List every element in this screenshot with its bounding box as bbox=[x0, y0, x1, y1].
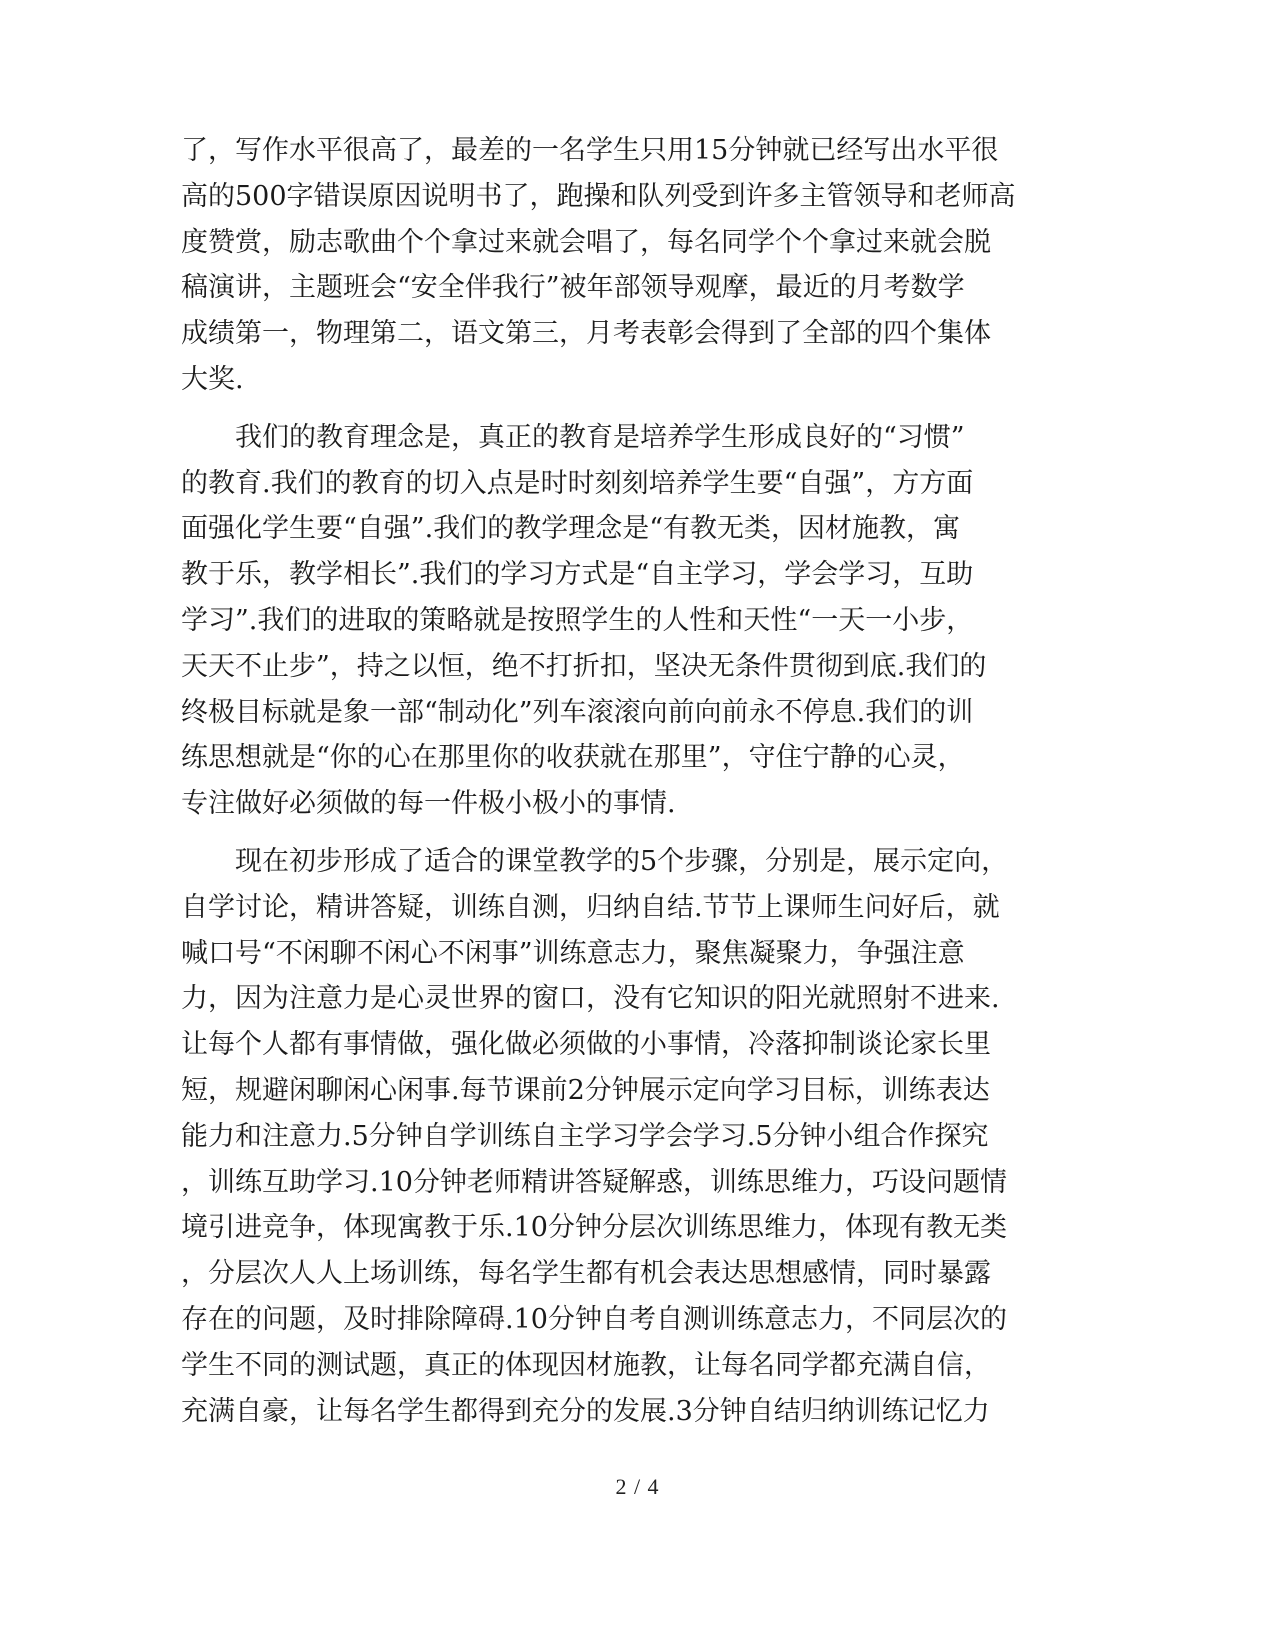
text-line: 存在的问题，及时排除障碍.10分钟自考自测训练意志力，不同层次的 bbox=[181, 1303, 1007, 1335]
text-line: 度赞赏，励志歌曲个个拿过来就会唱了，每名同学个个拿过来就会脱 bbox=[181, 226, 991, 258]
text-line: 了，写作水平很高了，最差的一名学生只用15分钟就已经写出水平很 bbox=[181, 135, 999, 166]
paragraph-1 bbox=[181, 128, 1021, 403]
paragraph-gap bbox=[181, 403, 1021, 415]
text-line: 我们的教育理念是，真正的教育是培养学生形成良好的“习惯” bbox=[181, 421, 965, 453]
text-line: 大奖. bbox=[181, 363, 244, 395]
text-line: 高的500字错误原因说明书了，跑操和队列受到许多主管领导和老师高 bbox=[181, 180, 1016, 212]
text-line: 让每个人都有事情做，强化做必须做的小事情，冷落抑制谈论家长里 bbox=[181, 1029, 991, 1061]
document-body bbox=[181, 128, 1021, 1434]
text-line: 喊口号“不闲聊不闲心不闲事”训练意志力，聚焦凝聚力，争强注意 bbox=[181, 937, 965, 969]
text-line: 短，规避闲聊闲心闲事.每节课前2分钟展示定向学习目标，训练表达 bbox=[181, 1074, 990, 1106]
text-line: 天天不止步”，持之以恒，绝不打折扣，坚决无条件贯彻到底.我们的 bbox=[181, 650, 987, 682]
text-line: 能力和注意力.5分钟自学训练自主学习学会学习.5分钟小组合作探究 bbox=[181, 1120, 989, 1152]
text-line: 境引进竞争，体现寓教于乐.10分钟分层次训练思维力，体现有教无类 bbox=[181, 1212, 1007, 1244]
text-line: 学习”.我们的进取的策略就是按照学生的人性和天性“一天一小步， bbox=[181, 604, 974, 636]
text-line: 现在初步形成了适合的课堂教学的5个步骤，分别是，展示定向， bbox=[181, 845, 1009, 877]
text-line: ，分层次人人上场训练，每名学生都有机会表达思想感情，同时暴露 bbox=[181, 1258, 991, 1290]
paragraph-2 bbox=[181, 415, 1021, 827]
text-line: 成绩第一，物理第二，语文第三，月考表彰会得到了全部的四个集体 bbox=[181, 318, 991, 350]
text-line: 面强化学生要“自强”.我们的教学理念是“有教无类，因材施教，寓 bbox=[181, 513, 960, 545]
text-line: 练思想就是“你的心在那里你的收获就在那里”，守住宁静的心灵， bbox=[181, 742, 965, 774]
text-line: 学生不同的测试题，真正的体现因材施教，让每名同学都充满自信， bbox=[181, 1349, 991, 1381]
text-line: 自学讨论，精讲答疑，训练自测，归纳自结.节节上课师生问好后，就 bbox=[181, 891, 1000, 923]
text-line: ，训练互助学习.10分钟老师精讲答疑解惑，训练思维力，巧设问题情 bbox=[181, 1166, 1007, 1198]
paragraph-3 bbox=[181, 839, 1021, 1434]
text-line: 终极目标就是象一部“制动化”列车滚滚向前向前永不停息.我们的训 bbox=[181, 696, 974, 728]
paragraph-gap bbox=[181, 827, 1021, 839]
text-line: 力，因为注意力是心灵世界的窗口，没有它知识的阳光就照射不进来. bbox=[181, 983, 1000, 1015]
text-line: 专注做好必须做的每一件极小极小的事情. bbox=[181, 788, 676, 820]
text-line: 充满自豪，让每名学生都得到充分的发展.3分钟自结归纳训练记忆力 bbox=[181, 1395, 990, 1427]
text-line: 的教育.我们的教育的切入点是时时刻刻培养学生要“自强”，方方面 bbox=[181, 467, 974, 499]
page-number: 2 / 4 bbox=[615, 1474, 660, 1499]
text-line: 稿演讲，主题班会“安全伴我行”被年部领导观摩，最近的月考数学 bbox=[181, 272, 965, 304]
text-line: 教于乐，教学相长”.我们的学习方式是“自主学习，学会学习，互助 bbox=[181, 559, 974, 591]
